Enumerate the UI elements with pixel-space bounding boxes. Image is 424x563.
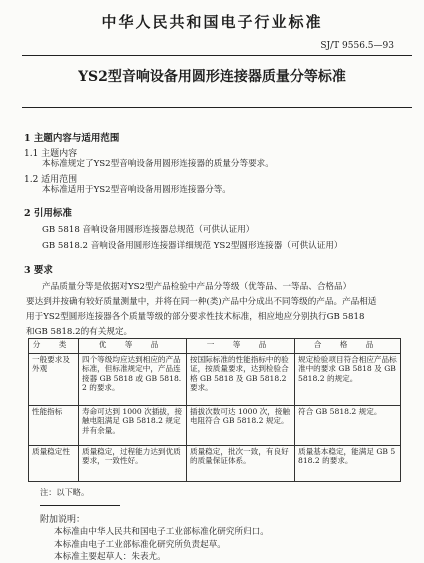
header-rule <box>22 55 412 56</box>
section-1-2-heading: 1.2 适用范围 <box>24 175 78 185</box>
reference-line: GB 5818.2 音响设备用圆形连接器详细规范 YS2型圆形连接器（可供认证用） <box>42 241 343 251</box>
section-1-1-heading: 1.1 主题内容 <box>24 149 78 159</box>
section-1-1-text: 本标准规定了YS2型音响设备用圆形连接器的质量分等要求。 <box>42 159 274 169</box>
quality-grade-table <box>28 338 401 482</box>
table-cell: 质量稳定，批次一致，有良好的质量保证体系。 <box>187 446 295 482</box>
table-cell: 符合 GB 5818.2 规定。 <box>295 406 401 446</box>
table-row <box>29 354 401 406</box>
table-cell: 规定检验项目符合相应产品标准中的要求 GB 5818 及 GB 5818.2 的规定。 <box>295 354 401 406</box>
column-header: 优 等 品 <box>79 339 187 354</box>
appendix-label: 附加说明： <box>40 515 86 525</box>
title-rule <box>22 107 412 108</box>
table-cell: 性能指标 <box>29 406 79 446</box>
requirement-paragraph-line: 要达到并按确有较好质量测量中，并将在同一种(类)产品中分成出不同等级的产品。产品相适 <box>26 297 377 307</box>
requirement-paragraph-line: 和GB 5818.2的有关规定。 <box>26 327 133 337</box>
requirement-paragraph-line: 产品质量分等是依据对YS2型产品检验中产品分等级（优等品、一等品、合格品） <box>42 282 352 292</box>
table-header-row <box>29 339 401 354</box>
table-cell: 质量稳定，过程能力达到优质要求，一致性好。 <box>79 446 187 482</box>
appendix-line: 本标准由中华人民共和国电子工业部标准化研究所归口。 <box>54 527 269 537</box>
appendix-line: 本标准由电子工业部标准化研究所负责起草。 <box>54 540 226 550</box>
table-cell: 四个等级均应达到相应的产品标准，但标准规定中，产品连接器 GB 5818 或 GB 5818.2 的要求。 <box>79 354 187 406</box>
section-3-heading: 3 要求 <box>24 265 53 276</box>
table-row <box>29 406 401 446</box>
section-1-2-text: 本标准适用于YS2型音响设备用圆形连接器分等。 <box>42 185 231 195</box>
table-cell: 寿命可达到 1000 次插拔，接触电阻满足 GB 5818.2 规定并有余量。 <box>79 406 187 446</box>
footer-rule <box>40 505 120 506</box>
column-header: 合 格 品 <box>295 339 401 354</box>
column-header: 分 类 <box>29 339 79 354</box>
document-title: YS2型音响设备用圆形连接器质量分等标准 <box>78 69 346 85</box>
standard-number: SJ/T 9556.5—93 <box>320 41 394 51</box>
column-header: 一 等 品 <box>187 339 295 354</box>
table-note: 注：以下略。 <box>40 487 90 497</box>
section-2-heading: 2 引用标准 <box>24 208 72 219</box>
table-cell: 质量基本稳定，能满足 GB 5818.2 的要求。 <box>295 446 401 482</box>
requirement-paragraph-line: 用于YS2型圆形连接器各个质量等级的部分要求性技术标准，相应地应分别执行GB 5818 <box>26 312 365 322</box>
table-cell: 一般要求及外观 <box>29 354 79 406</box>
section-1-heading: 1 主题内容与适用范围 <box>24 133 120 144</box>
table-cell: 按国际标准的性能指标中的验证，按质量要求，达到检验合格 GB 5818 及 GB 5818.2 要求。 <box>187 354 295 406</box>
standard-publisher: 中华人民共和国电子行业标准 <box>101 13 323 31</box>
table-row <box>29 446 401 482</box>
table-cell: 插拔次数可达 1000 次，接触电阻符合 GB 5818.2 规定。 <box>187 406 295 446</box>
appendix-line: 本标准主要起草人：朱表尤。 <box>54 552 166 562</box>
reference-line: GB 5818 音响设备用圆形连接器总规范（可供认证用） <box>42 225 255 235</box>
table-cell: 质量稳定性 <box>29 446 79 482</box>
